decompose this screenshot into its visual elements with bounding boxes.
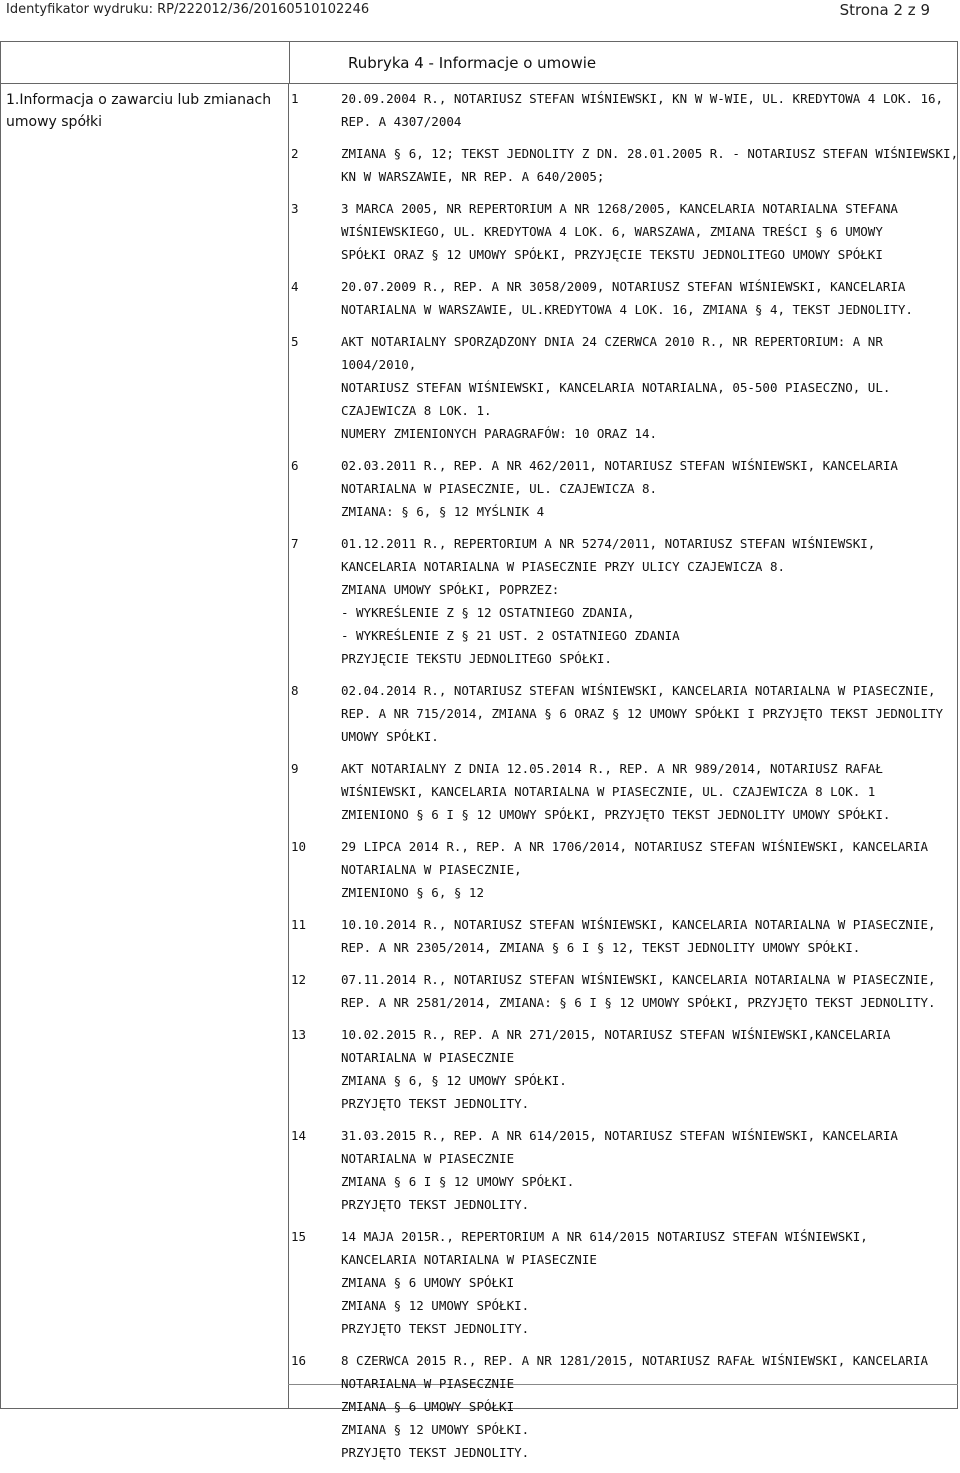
entry-line: PRZYJĘTO TEKST JEDNOLITY.: [341, 1197, 530, 1212]
entry-number: 8: [291, 683, 299, 698]
entry-item: [291, 142, 959, 188]
entry-line: 10.02.2015 R., REP. A NR 271/2015, NOTARIUSZ STEFAN WIŚNIEWSKI,KANCELARIA: [341, 1027, 891, 1042]
entry-item: [291, 1349, 951, 1464]
entry-line: PRZYJĘTO TEKST JEDNOLITY.: [341, 1445, 530, 1460]
column-divider: [288, 83, 289, 1409]
entry-number: 9: [291, 761, 299, 776]
entry-item: [291, 275, 951, 321]
entry-text: [341, 679, 951, 748]
entry-line: NOTARIALNA W PIASECZNIE: [341, 1376, 515, 1391]
rubryka-title: Rubryka 4 - Informacje o umowie: [348, 54, 597, 72]
entry-number: 11: [291, 917, 307, 932]
entry-text: [341, 1023, 951, 1115]
entry-line: 29 LIPCA 2014 R., REP. A NR 1706/2014, NOTARIUSZ STEFAN WIŚNIEWSKI, KANCELARIA: [341, 839, 928, 854]
entry-item: [291, 757, 951, 826]
section-label-line2: umowy spółki: [6, 114, 102, 130]
entry-item: [291, 454, 951, 523]
entry-line: WIŚNIEWSKI, KANCELARIA NOTARIALNA W PIASECZNIE, UL. CZAJEWICZA 8 LOK. 1: [341, 784, 876, 799]
entry-number: 10: [291, 839, 307, 854]
entry-text: [341, 454, 951, 523]
entry-line: 02.03.2011 R., REP. A NR 462/2011, NOTARIUSZ STEFAN WIŚNIEWSKI, KANCELARIA: [341, 458, 898, 473]
section-label-line1: 1.Informacja o zawarciu lub zmianach: [6, 92, 272, 108]
entry-line: KANCELARIA NOTARIALNA W PIASECZNIE: [341, 1252, 597, 1267]
entry-line: KN W WARSZAWIE, NR REP. A 640/2005;: [341, 169, 605, 184]
entry-line: ZMIANA § 6 UMOWY SPÓŁKI: [341, 1399, 515, 1414]
entry-item: [291, 679, 951, 748]
entry-text: [341, 835, 951, 904]
entry-text: [341, 330, 951, 445]
entry-line: - WYKREŚLENIE Z § 21 UST. 2 OSTATNIEGO ZDANIA: [341, 628, 680, 643]
entry-line: REP. A NR 2581/2014, ZMIANA: § 6 I § 12 UMOWY SPÓŁKI, PRZYJĘTO TEKST JEDNOLITY.: [341, 995, 936, 1010]
entry-line: 14 MAJA 2015R., REPERTORIUM A NR 614/2015 NOTARIUSZ STEFAN WIŚNIEWSKI,: [341, 1229, 868, 1244]
entries-list: [291, 87, 959, 1473]
entry-number: 16: [291, 1353, 307, 1368]
entry-number: 6: [291, 458, 299, 473]
section-label: [6, 89, 276, 133]
entry-line: ZMIANA § 6, 12; TEKST JEDNOLITY Z DN. 28.01.2005 R. - NOTARIUSZ STEFAN WIŚNIEWSKI,: [341, 146, 959, 161]
entry-line: 20.09.2004 R., NOTARIUSZ STEFAN WIŚNIEWSKI, KN W W-WIE, UL. KREDYTOWA 4 LOK. 16,: [341, 91, 944, 106]
entry-text: [341, 1225, 951, 1340]
entry-number: 4: [291, 279, 299, 294]
entry-line: 10.10.2014 R., NOTARIUSZ STEFAN WIŚNIEWSKI, KANCELARIA NOTARIALNA W PIASECZNIE,: [341, 917, 936, 932]
entry-text: [341, 275, 951, 321]
entry-line: 02.04.2014 R., NOTARIUSZ STEFAN WIŚNIEWSKI, KANCELARIA NOTARIALNA W PIASECZNIE,: [341, 683, 936, 698]
entry-line: WIŚNIEWSKIEGO, UL. KREDYTOWA 4 LOK. 6, WARSZAWA, ZMIANA TREŚCI § 6 UMOWY: [341, 224, 883, 239]
entry-number: 15: [291, 1229, 307, 1244]
entry-line: ZMIENIONO § 6, § 12: [341, 885, 484, 900]
entry-item: [291, 532, 951, 670]
entry-line: SPÓŁKI ORAZ § 12 UMOWY SPÓŁKI, PRZYJĘCIE TEKSTU JEDNOLITEGO UMOWY SPÓŁKI: [341, 247, 883, 262]
entry-number: 14: [291, 1128, 307, 1143]
print-identifier: Identyfikator wydruku: RP/222012/36/20160510102246: [6, 2, 370, 17]
entry-text: [341, 913, 951, 959]
entry-line: ZMIENIONO § 6 I § 12 UMOWY SPÓŁKI, PRZYJĘTO TEKST JEDNOLITY UMOWY SPÓŁKI.: [341, 807, 891, 822]
entry-line: NOTARIALNA W PIASECZNIE: [341, 1151, 515, 1166]
entry-line: NOTARIALNA W WARSZAWIE, UL.KREDYTOWA 4 LOK. 16, ZMIANA § 4, TEKST JEDNOLITY.: [341, 302, 913, 317]
entry-number: 5: [291, 334, 299, 349]
entry-line: ZMIANA § 6, § 12 UMOWY SPÓŁKI.: [341, 1073, 567, 1088]
entry-item: [291, 1225, 951, 1340]
entry-line: KANCELARIA NOTARIALNA W PIASECZNIE PRZY ULICY CZAJEWICZA 8.: [341, 559, 786, 574]
entry-line: ZMIANA: § 6, § 12 MYŚLNIK 4: [341, 504, 545, 519]
entry-line: 1004/2010,: [341, 357, 417, 372]
entry-line: 20.07.2009 R., REP. A NR 3058/2009, NOTARIUSZ STEFAN WIŚNIEWSKI, KANCELARIA: [341, 279, 906, 294]
entry-number: 2: [291, 146, 299, 161]
entry-line: NOTARIALNA W PIASECZNIE: [341, 1050, 515, 1065]
entry-text: [341, 197, 951, 266]
entry-line: - WYKREŚLENIE Z § 12 OSTATNIEGO ZDANIA,: [341, 605, 635, 620]
entry-text: [341, 1349, 951, 1464]
entry-line: UMOWY SPÓŁKI.: [341, 729, 439, 744]
entry-item: [291, 968, 951, 1014]
entry-text: [341, 532, 951, 670]
entry-line: 07.11.2014 R., NOTARIUSZ STEFAN WIŚNIEWSKI, KANCELARIA NOTARIALNA W PIASECZNIE,: [341, 972, 936, 987]
entry-line: REP. A NR 715/2014, ZMIANA § 6 ORAZ § 12 UMOWY SPÓŁKI I PRZYJĘTO TEKST JEDNOLITY: [341, 706, 944, 721]
entry-line: ZMIANA § 12 UMOWY SPÓŁKI.: [341, 1298, 530, 1313]
entry-line: ZMIANA § 6 I § 12 UMOWY SPÓŁKI.: [341, 1174, 575, 1189]
entry-line: PRZYJĘTO TEKST JEDNOLITY.: [341, 1321, 530, 1336]
rubryka-header: [289, 41, 958, 83]
entry-number: 3: [291, 201, 299, 216]
entry-text: [341, 757, 951, 826]
entry-item: [291, 1124, 951, 1216]
entry-item: [291, 1023, 951, 1115]
entry-line: AKT NOTARIALNY Z DNIA 12.05.2014 R., REP. A NR 989/2014, NOTARIUSZ RAFAŁ: [341, 761, 883, 776]
entry-line: REP. A NR 2305/2014, ZMIANA § 6 I § 12, TEKST JEDNOLITY UMOWY SPÓŁKI.: [341, 940, 861, 955]
entry-number: 7: [291, 536, 299, 551]
page-number: Strona 2 z 9: [839, 1, 930, 19]
entry-text: [341, 1124, 951, 1216]
entry-line: AKT NOTARIALNY SPORZĄDZONY DNIA 24 CZERWCA 2010 R., NR REPERTORIUM: A NR: [341, 334, 883, 349]
entry-line: NOTARIUSZ STEFAN WIŚNIEWSKI, KANCELARIA NOTARIALNA, 05-500 PIASECZNO, UL.: [341, 380, 891, 395]
entry-text: [341, 142, 959, 188]
entry-item: [291, 330, 951, 445]
entry-line: 31.03.2015 R., REP. A NR 614/2015, NOTARIUSZ STEFAN WIŚNIEWSKI, KANCELARIA: [341, 1128, 898, 1143]
entry-item: [291, 913, 951, 959]
entry-text: [341, 87, 951, 133]
entry-line: REP. A 4307/2004: [341, 114, 462, 129]
entry-line: NOTARIALNA W PIASECZNIE,: [341, 862, 522, 877]
entry-item: [291, 835, 951, 904]
entry-number: 12: [291, 972, 307, 987]
entry-item: [291, 87, 951, 133]
entry-line: 01.12.2011 R., REPERTORIUM A NR 5274/2011, NOTARIUSZ STEFAN WIŚNIEWSKI,: [341, 536, 876, 551]
entry-number: 1: [291, 91, 299, 106]
entry-line: 8 CZERWCA 2015 R., REP. A NR 1281/2015, NOTARIUSZ RAFAŁ WIŚNIEWSKI, KANCELARIA: [341, 1353, 928, 1368]
entry-line: ZMIANA § 12 UMOWY SPÓŁKI.: [341, 1422, 530, 1437]
entry-line: ZMIANA § 6 UMOWY SPÓŁKI: [341, 1275, 515, 1290]
entry-line: PRZYJĘCIE TEKSTU JEDNOLITEGO SPÓŁKI.: [341, 651, 612, 666]
entry-line: PRZYJĘTO TEKST JEDNOLITY.: [341, 1096, 530, 1111]
entry-line: CZAJEWICZA 8 LOK. 1.: [341, 403, 492, 418]
entry-line: NUMERY ZMIENIONYCH PARAGRAFÓW: 10 ORAZ 14.: [341, 426, 658, 441]
entry-line: NOTARIALNA W PIASECZNIE, UL. CZAJEWICZA 8.: [341, 481, 658, 496]
entry-line: ZMIANA UMOWY SPÓŁKI, POPRZEZ:: [341, 582, 560, 597]
entry-number: 13: [291, 1027, 307, 1042]
entry-line: 3 MARCA 2005, NR REPERTORIUM A NR 1268/2005, KANCELARIA NOTARIALNA STEFANA: [341, 201, 898, 216]
entry-text: [341, 968, 951, 1014]
entry-item: [291, 197, 951, 266]
